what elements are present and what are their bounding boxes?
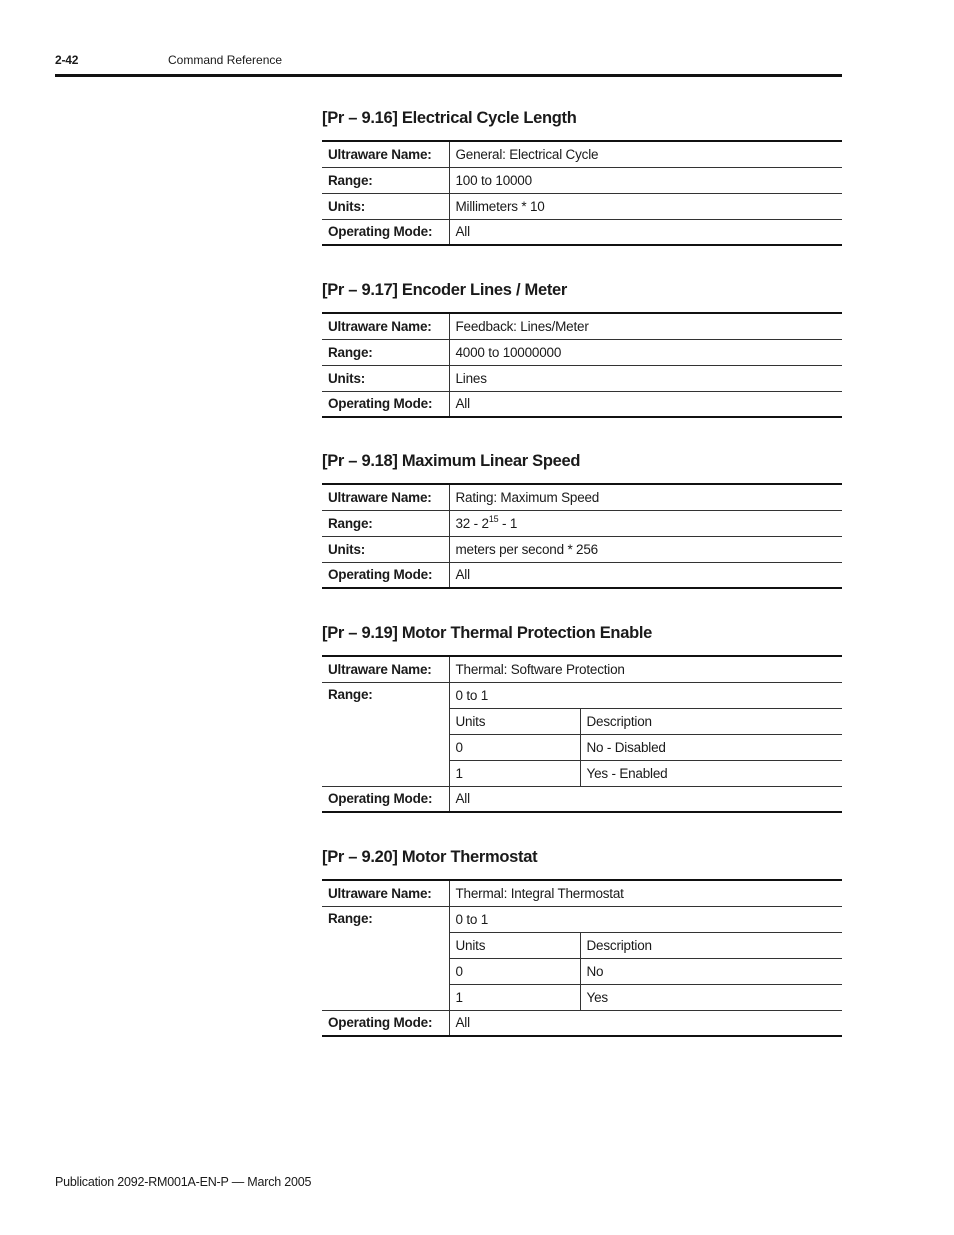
table-row bbox=[322, 391, 842, 417]
row-label: Operating Mode: bbox=[322, 786, 449, 812]
units-cell: 0 bbox=[449, 734, 580, 760]
units-header: Units bbox=[449, 708, 580, 734]
parameter-table bbox=[322, 312, 842, 418]
range-tail: - 1 bbox=[498, 515, 518, 531]
range-exponent: 15 bbox=[488, 513, 499, 524]
parameter-table bbox=[322, 140, 842, 246]
section-title: [Pr – 9.18] Maximum Linear Speed bbox=[322, 452, 581, 470]
table-row bbox=[322, 219, 842, 245]
running-head: Command Reference bbox=[168, 53, 283, 67]
row-label: Range: bbox=[322, 339, 449, 365]
row-label: Range: bbox=[322, 906, 449, 1010]
table-row bbox=[322, 562, 842, 588]
page-header bbox=[0, 0, 954, 80]
row-label: Units: bbox=[322, 365, 449, 391]
description-header: Description bbox=[580, 932, 842, 958]
table-row bbox=[322, 682, 842, 708]
section-title: [Pr – 9.19] Motor Thermal Protection Enable bbox=[322, 624, 653, 642]
table-row bbox=[322, 484, 842, 510]
row-label: Ultraware Name: bbox=[322, 313, 449, 339]
row-label: Range: bbox=[322, 682, 449, 786]
section-9-18 bbox=[322, 449, 842, 589]
section-title: [Pr – 9.17] Encoder Lines / Meter bbox=[322, 281, 568, 299]
row-value: Thermal: Integral Thermostat bbox=[449, 880, 842, 906]
publication-footer: Publication 2092-RM001A-EN-P — March 2005 bbox=[55, 1175, 312, 1189]
units-cell: 1 bbox=[449, 760, 580, 786]
units-cell: 1 bbox=[449, 984, 580, 1010]
row-label: Ultraware Name: bbox=[322, 656, 449, 682]
units-header: Units bbox=[449, 932, 580, 958]
row-value: All bbox=[449, 391, 842, 417]
table-row bbox=[322, 880, 842, 906]
row-label: Range: bbox=[322, 510, 449, 536]
row-value bbox=[449, 510, 842, 536]
table-row bbox=[322, 536, 842, 562]
parameter-table bbox=[322, 655, 842, 813]
table-row bbox=[322, 1010, 842, 1036]
section-9-17 bbox=[322, 278, 842, 418]
section-9-19 bbox=[322, 621, 842, 813]
row-value: Millimeters * 10 bbox=[449, 193, 842, 219]
row-label: Units: bbox=[322, 193, 449, 219]
row-value: All bbox=[449, 219, 842, 245]
row-value: Rating: Maximum Speed bbox=[449, 484, 842, 510]
description-cell: Yes - Enabled bbox=[580, 760, 842, 786]
table-row bbox=[322, 141, 842, 167]
section-9-16 bbox=[322, 106, 842, 246]
row-value: General: Electrical Cycle bbox=[449, 141, 842, 167]
table-row bbox=[322, 906, 842, 932]
row-label: Operating Mode: bbox=[328, 567, 433, 583]
parameter-table bbox=[322, 879, 842, 1037]
row-label: Operating Mode: bbox=[328, 224, 433, 240]
section-title: [Pr – 9.16] Electrical Cycle Length bbox=[322, 109, 577, 127]
table-row bbox=[322, 339, 842, 365]
section-title: [Pr – 9.20] Motor Thermostat bbox=[322, 848, 538, 866]
row-label: Operating Mode: bbox=[322, 1010, 449, 1036]
row-value: All bbox=[449, 562, 842, 588]
table-row bbox=[322, 510, 842, 536]
table-row bbox=[322, 786, 842, 812]
row-value: All bbox=[449, 1010, 842, 1036]
row-label: Ultraware Name: bbox=[322, 484, 449, 510]
row-value: 100 to 10000 bbox=[449, 167, 842, 193]
table-row bbox=[322, 656, 842, 682]
row-value: 4000 to 10000000 bbox=[449, 339, 842, 365]
row-label: Range: bbox=[322, 167, 449, 193]
row-label: Operating Mode: bbox=[328, 396, 433, 412]
description-cell: Yes bbox=[580, 984, 842, 1010]
row-value: Thermal: Software Protection bbox=[449, 656, 842, 682]
row-label: Ultraware Name: bbox=[322, 141, 449, 167]
range-base: 32 - 2 bbox=[455, 515, 489, 531]
parameter-table bbox=[322, 483, 842, 589]
header-rule bbox=[55, 74, 842, 77]
table-row bbox=[322, 167, 842, 193]
description-header: Description bbox=[580, 708, 842, 734]
row-value: 0 to 1 bbox=[449, 682, 842, 708]
row-value: meters per second * 256 bbox=[449, 536, 842, 562]
units-cell: 0 bbox=[449, 958, 580, 984]
row-label: Units: bbox=[322, 536, 449, 562]
row-value: Feedback: Lines/Meter bbox=[449, 313, 842, 339]
row-value: All bbox=[449, 786, 842, 812]
description-cell: No - Disabled bbox=[580, 734, 842, 760]
section-9-20 bbox=[322, 845, 842, 1037]
row-value: Lines bbox=[449, 365, 842, 391]
description-cell: No bbox=[580, 958, 842, 984]
table-row bbox=[322, 193, 842, 219]
row-value: 0 to 1 bbox=[449, 906, 842, 932]
table-row bbox=[322, 365, 842, 391]
page-number: 2-42 bbox=[55, 53, 79, 67]
table-row bbox=[322, 313, 842, 339]
row-label: Ultraware Name: bbox=[322, 880, 449, 906]
